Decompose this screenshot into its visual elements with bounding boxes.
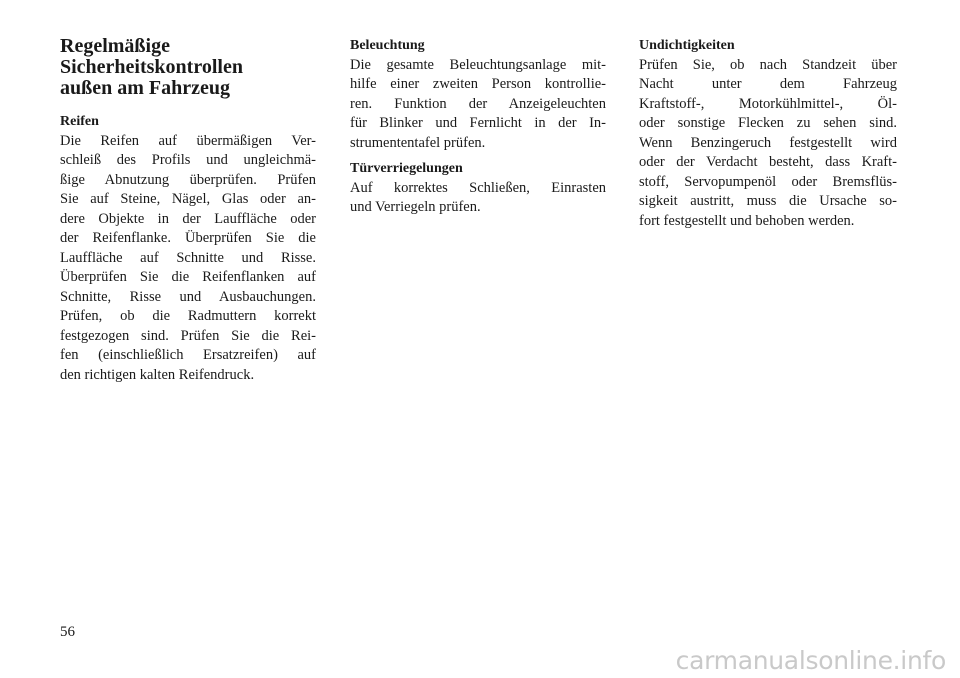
text-line: der Reifenflanke. Überprüfen Sie die (60, 230, 316, 246)
column-right (639, 36, 897, 231)
text-line: Schnitte, Risse und Ausbauchungen. (60, 288, 316, 305)
text-line: Sie auf Steine, Nägel, Glas oder an- (60, 191, 316, 207)
column-left (60, 36, 316, 385)
title-line: Regelmäßige (60, 35, 170, 57)
text-line: Die Reifen auf übermäßigen Ver- (60, 132, 316, 149)
title-line: Sicherheitskontrollen (60, 56, 243, 78)
text-line: und Verriegeln prüfen. (350, 199, 481, 215)
paragraph-beleuchtung (350, 56, 606, 154)
text-line: ren. Funktion der Anzeigeleuchten (350, 95, 606, 112)
text-line: den richtigen kalten Reifendruck. (60, 366, 255, 383)
text-line: Nacht unter dem Fahrzeug (639, 76, 897, 92)
text-line: Auf korrektes Schließen, Einrasten (350, 179, 606, 196)
paragraph-undichtigkeiten (639, 56, 897, 232)
text-line: Die gesamte Beleuchtungsanlage mit- (350, 56, 606, 73)
text-line: oder sonstige Flecken zu sehen sind. (639, 115, 897, 131)
heading-beleuchtung: Beleuchtung (350, 38, 425, 53)
page-number: 56 (60, 624, 75, 640)
heading-reifen: Reifen (60, 114, 99, 129)
text-line: stoff, Servopumpenöl oder Bremsflüs- (639, 173, 897, 190)
text-line: Lauffläche auf Schnitte und Risse. (60, 249, 316, 266)
section-title (60, 36, 316, 99)
text-line: dere Objekte in der Lauffläche oder (60, 210, 316, 227)
text-line: fort festgestellt und behoben werden. (639, 212, 855, 229)
paragraph-tuerverriegelungen (350, 179, 606, 218)
text-line: ßige Abnutzung überprüfen. Prüfen (60, 171, 316, 188)
heading-tuerverriegelungen: Türverriegelungen (350, 161, 463, 176)
text-line: Wenn Benzingeruch festgestellt wird (639, 134, 897, 151)
text-line: Überprüfen Sie die Reifenflanken auf (60, 269, 316, 285)
text-line: sigkeit austritt, muss die Ursache so- (639, 193, 897, 209)
text-line: schleiß des Profils und ungleichmä- (60, 152, 316, 168)
heading-undichtigkeiten: Undichtigkeiten (639, 38, 735, 53)
text-line: fen (einschließlich Ersatzreifen) auf (60, 347, 316, 363)
text-line: Kraftstoff-, Motorkühlmittel-, Öl- (639, 95, 897, 112)
watermark: carmanualsonline.info (675, 646, 946, 675)
text-line: oder der Verdacht besteht, dass Kraft- (639, 154, 897, 170)
text-line: Prüfen, ob die Radmuttern korrekt (60, 308, 316, 324)
paragraph-reifen (60, 132, 316, 386)
text-line: festgezogen sind. Prüfen Sie die Rei- (60, 327, 316, 344)
text-line: für Blinker und Fernlicht in der In- (350, 115, 606, 131)
text-line: strumententafel prüfen. (350, 134, 486, 151)
column-middle (350, 36, 606, 218)
title-line: außen am Fahrzeug (60, 77, 230, 99)
text-line: Prüfen Sie, ob nach Standzeit über (639, 56, 897, 73)
text-line: hilfe einer zweiten Person kontrollie- (350, 76, 606, 92)
